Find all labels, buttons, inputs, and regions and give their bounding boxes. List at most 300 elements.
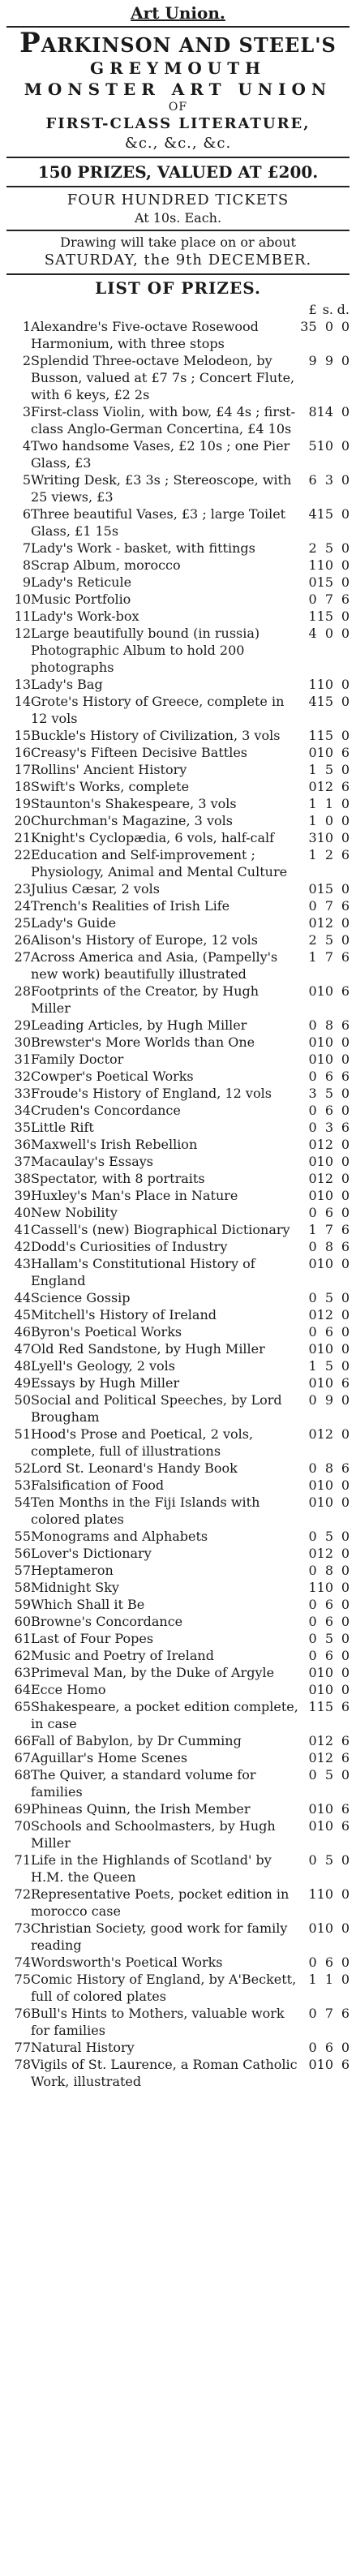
prize-value-pence: 0 <box>341 1086 350 1101</box>
ticket-price: At 10s. Each. <box>134 210 222 226</box>
prize-value-shillings: 10 <box>316 1494 333 1510</box>
prize-number: 5 <box>22 472 31 488</box>
prize-value-pounds: 1 <box>308 677 317 692</box>
prize-number: 40 <box>14 1205 31 1220</box>
prize-value-pounds: 0 <box>308 1154 317 1169</box>
prize-value-pence: 0 <box>341 540 350 556</box>
prize-value-shillings: 5 <box>324 932 333 948</box>
prize-value-shillings: 5 <box>324 1529 333 1544</box>
prize-value-shillings: 10 <box>316 1154 333 1169</box>
prize-value-pounds: 0 <box>308 881 317 897</box>
prize-value-pounds: 1 <box>308 847 317 862</box>
prize-value-shillings: 10 <box>316 557 333 573</box>
prize-row <box>6 1068 350 1085</box>
prize-number: 66 <box>14 1733 31 1748</box>
prize-description: Monograms and Alphabets <box>31 1529 208 1544</box>
prize-value-pence: 6 <box>341 983 350 999</box>
prize-description: Aguillar's Home Scenes <box>31 1750 188 1765</box>
prize-value-pounds: 0 <box>308 1341 317 1357</box>
prize-value-pence: 6 <box>341 1801 350 1817</box>
prize-description: Maxwell's Irish Rebellion <box>31 1137 198 1152</box>
prize-description: Lady's Work-box <box>31 609 139 624</box>
prize-value-pence: 6 <box>341 1069 350 1084</box>
prize-value-pence: 0 <box>341 813 350 828</box>
prize-number: 60 <box>14 1614 31 1629</box>
prize-number: 76 <box>14 2006 31 2021</box>
prize-value-shillings: 12 <box>316 1733 333 1748</box>
prize-row <box>6 1017 350 1034</box>
prize-value-pence: 0 <box>341 1767 350 1783</box>
prize-value-pounds: 0 <box>308 591 317 607</box>
prize-description: Old Red Sandstone, by Hugh Miller <box>31 1341 265 1357</box>
prize-number: 31 <box>14 1051 31 1067</box>
prize-value-pounds: 0 <box>308 1801 317 1817</box>
prize-number: 39 <box>14 1188 31 1203</box>
prize-value-pounds: 1 <box>308 813 317 828</box>
prize-number: 73 <box>14 1920 31 1936</box>
prize-description: Fall of Babylon, by Dr Cumming <box>31 1733 242 1748</box>
prize-row <box>6 1306 350 1323</box>
prize-value-pence: 0 <box>341 1307 350 1322</box>
prize-row <box>6 1460 350 1477</box>
prize-number: 20 <box>14 813 31 828</box>
prize-value-pounds: 0 <box>308 779 317 794</box>
money-head-pounds: £ <box>308 302 317 317</box>
prize-value-pounds: 0 <box>308 745 317 760</box>
prize-row <box>6 1698 350 1732</box>
prize-row <box>6 1034 350 1051</box>
prize-description: Life in the Highlands of Scotland' by H.M. the Queen <box>31 1852 272 1885</box>
title-town: GREYMOUTH <box>89 58 266 78</box>
prize-description: Ecce Homo <box>31 1682 106 1697</box>
prize-value-shillings: 8 <box>324 1017 333 1033</box>
prize-value-pounds: 0 <box>308 1546 317 1561</box>
prize-value-shillings: 6 <box>324 1324 333 1340</box>
prize-value-pounds: 1 <box>308 762 317 777</box>
prize-description: Alexandre's Five-octave Rosewood Harmonium, with three stops <box>31 319 259 351</box>
prize-row <box>6 1221 350 1238</box>
prize-description: Lyell's Geology, 2 vols <box>31 1358 176 1374</box>
prize-value-pounds: 0 <box>308 1563 317 1578</box>
prize-value-pence: 0 <box>341 1358 350 1374</box>
prize-value-pounds: 0 <box>308 983 317 999</box>
prize-number: 28 <box>14 983 31 999</box>
prize-row <box>6 1851 350 1886</box>
prize-value-shillings: 12 <box>316 1750 333 1765</box>
prize-number: 59 <box>14 1597 31 1612</box>
prize-description: Ten Months in the Fiji Islands with colored plates <box>31 1494 260 1527</box>
prize-value-pence: 6 <box>341 591 350 607</box>
prize-row <box>6 1102 350 1119</box>
prize-value-pence: 0 <box>341 728 350 743</box>
prize-value-shillings: 10 <box>316 438 333 454</box>
prize-value-shillings: 0 <box>324 319 333 334</box>
prize-value-shillings: 10 <box>316 1920 333 1936</box>
prize-row <box>6 1323 350 1340</box>
prize-number: 62 <box>14 1648 31 1663</box>
prize-value-pounds: 4 <box>308 626 317 641</box>
prize-number: 67 <box>14 1750 31 1765</box>
prize-value-pence: 0 <box>341 1103 350 1118</box>
divider <box>6 157 350 158</box>
title-initial: P <box>19 27 41 59</box>
prize-value-pounds: 0 <box>308 1529 317 1544</box>
prize-value-pounds: 4 <box>308 506 317 522</box>
prize-description: Writing Desk, £3 3s ; Stereoscope, with 25 views, £3 <box>31 472 292 505</box>
prize-value-pounds: 0 <box>308 1614 317 1629</box>
prize-value-shillings: 7 <box>324 949 333 965</box>
prize-number: 64 <box>14 1682 31 1697</box>
prize-value-shillings: 5 <box>324 762 333 777</box>
prize-value-pounds: 0 <box>308 1477 317 1493</box>
title-event: MONSTER ART UNION <box>24 80 332 99</box>
prize-value-shillings: 12 <box>316 1171 333 1186</box>
prize-number: 70 <box>14 1818 31 1834</box>
prize-row <box>6 1545 350 1562</box>
prize-value-pounds: 0 <box>308 1648 317 1663</box>
prize-row <box>6 727 350 744</box>
prize-row <box>6 1954 350 1971</box>
prize-description: Brewster's More Worlds than One <box>31 1034 255 1050</box>
prize-number: 42 <box>14 1239 31 1254</box>
prize-value-shillings: 3 <box>324 1120 333 1135</box>
prize-number: 57 <box>14 1563 31 1578</box>
prize-value-shillings: 6 <box>324 2040 333 2055</box>
prize-description: Schools and Schoolmasters, by Hugh Miller <box>31 1818 276 1851</box>
prize-description: Froude's History of England, 12 vols <box>31 1086 272 1101</box>
prize-row <box>6 1664 350 1681</box>
prize-number: 37 <box>14 1154 31 1169</box>
prize-value-pounds: 0 <box>308 1103 317 1118</box>
prize-row <box>6 1426 350 1460</box>
prize-value-shillings: 15 <box>316 1699 333 1714</box>
prize-value-shillings: 15 <box>316 881 333 897</box>
prize-row <box>6 1494 350 1528</box>
prize-value-pence: 0 <box>341 574 350 590</box>
prize-number: 38 <box>14 1171 31 1186</box>
prize-number: 41 <box>14 1222 31 1237</box>
prize-value-pence: 6 <box>341 1818 350 1834</box>
prize-row <box>6 1477 350 1494</box>
prize-value-pence: 0 <box>341 1580 350 1595</box>
prize-value-pounds: 0 <box>308 1256 317 1271</box>
prize-number: 3 <box>22 404 31 419</box>
prize-number: 77 <box>14 2040 31 2055</box>
prize-value-shillings: 5 <box>324 1358 333 1374</box>
prize-row <box>6 1391 350 1426</box>
prize-value-shillings: 10 <box>316 677 333 692</box>
prize-number: 71 <box>14 1852 31 1868</box>
prize-number: 75 <box>14 1972 31 1987</box>
prize-value-shillings: 10 <box>316 1580 333 1595</box>
prize-value-shillings: 5 <box>324 1290 333 1305</box>
prize-value-pence: 0 <box>341 1614 350 1629</box>
prize-value-pounds: 1 <box>308 1699 317 1714</box>
prize-value-pence: 0 <box>341 1648 350 1663</box>
prize-value-pounds: 5 <box>308 438 317 454</box>
prize-value-shillings: 12 <box>316 1426 333 1442</box>
prize-value-pence: 0 <box>341 1290 350 1305</box>
prize-value-shillings: 8 <box>324 1563 333 1578</box>
prize-value-pounds: 0 <box>308 1767 317 1783</box>
prize-description: Macaulay's Essays <box>31 1154 154 1169</box>
prize-description: Staunton's Shakespeare, 3 vols <box>31 796 237 811</box>
prize-value-shillings: 6 <box>324 1597 333 1612</box>
prize-value-shillings: 12 <box>316 915 333 931</box>
prize-number: 4 <box>22 438 31 454</box>
prize-value-pounds: 2 <box>308 540 317 556</box>
prize-description: Cassell's (new) Biographical Dictionary <box>31 1222 290 1237</box>
tickets-count: FOUR HUNDRED TICKETS <box>66 191 290 209</box>
prize-row <box>6 812 350 829</box>
prize-value-pounds: 0 <box>308 1290 317 1305</box>
prizes-list <box>6 318 350 2090</box>
prize-value-pence: 0 <box>341 1563 350 1578</box>
prize-value-pence: 0 <box>341 404 350 419</box>
prize-description: Two handsome Vases, £2 10s ; one Pier Glass, £3 <box>31 438 290 471</box>
prize-number: 13 <box>14 677 31 692</box>
prize-value-shillings: 7 <box>324 1222 333 1237</box>
prize-value-pence: 6 <box>341 898 350 914</box>
prize-value-pounds: 0 <box>308 1137 317 1152</box>
prize-number: 50 <box>14 1392 31 1408</box>
prize-description: Little Rift <box>31 1120 94 1135</box>
money-head-shillings: s. <box>322 302 333 317</box>
prize-value-pounds: 9 <box>308 353 317 368</box>
prize-description: Christian Society, good work for family reading <box>31 1920 288 1953</box>
prize-number: 11 <box>14 609 31 624</box>
prize-value-pounds: 0 <box>308 1051 317 1067</box>
prize-value-pence: 0 <box>341 762 350 777</box>
prize-row <box>6 557 350 574</box>
prize-number: 25 <box>14 915 31 931</box>
prize-value-pence: 0 <box>341 1546 350 1561</box>
prize-value-shillings: 12 <box>316 1137 333 1152</box>
prize-number: 9 <box>22 574 31 590</box>
prize-value-pounds: 0 <box>308 1597 317 1612</box>
prize-description: Lady's Work - basket, with fittings <box>31 540 255 556</box>
prize-description: Churchman's Magazine, 3 vols <box>31 813 233 828</box>
prize-row <box>6 1136 350 1153</box>
prize-description: Lady's Reticule <box>31 574 132 590</box>
prize-row <box>6 318 350 352</box>
prize-value-shillings: 10 <box>316 1375 333 1391</box>
prize-number: 58 <box>14 1580 31 1595</box>
prize-value-pence: 0 <box>341 1154 350 1169</box>
prize-number: 32 <box>14 1069 31 1084</box>
prize-value-pounds: 0 <box>308 1188 317 1203</box>
prize-row <box>6 591 350 608</box>
prize-description: Representative Poets, pocket edition in morocco case <box>31 1886 290 1919</box>
prize-description: Huxley's Man's Place in Nature <box>31 1188 238 1203</box>
prize-row <box>6 676 350 693</box>
prize-number: 49 <box>14 1375 31 1391</box>
prize-row <box>6 1085 350 1102</box>
prize-value-pounds: 0 <box>308 1239 317 1254</box>
prize-value-shillings: 0 <box>324 626 333 641</box>
prize-row <box>6 1681 350 1698</box>
prize-value-shillings: 12 <box>316 1307 333 1322</box>
prize-value-shillings: 10 <box>316 1801 333 1817</box>
prize-description: Splendid Three-octave Melodeon, by Busson, valued at £7 7s ; Concert Flute, with 6 keys, £2 2s <box>31 353 295 402</box>
prize-value-pounds: 1 <box>308 949 317 965</box>
prize-value-pence: 6 <box>341 847 350 862</box>
prize-description: Vigils of St. Laurence, a Roman Catholic Work, illustrated <box>31 2057 298 2089</box>
prize-row <box>6 1596 350 1613</box>
prize-value-shillings: 15 <box>316 574 333 590</box>
prize-value-shillings: 10 <box>316 1188 333 1203</box>
prize-value-pence: 0 <box>341 1529 350 1544</box>
prize-description: Grote's History of Greece, complete in 12 vols <box>31 694 285 726</box>
prize-row <box>6 1749 350 1766</box>
prize-row <box>6 505 350 540</box>
prize-value-shillings: 7 <box>324 2006 333 2021</box>
prize-description: Knight's Cyclopædia, 6 vols, half-calf <box>31 830 275 845</box>
prize-row <box>6 1800 350 1817</box>
money-head-pence: d. <box>337 302 350 317</box>
prize-row <box>6 1204 350 1221</box>
prize-row <box>6 948 350 983</box>
prize-row <box>6 1187 350 1204</box>
prize-value-pence: 0 <box>341 1665 350 1680</box>
title-of: OF <box>168 101 188 114</box>
prize-description: Lord St. Leonard's Handy Book <box>31 1460 238 1476</box>
prize-number: 2 <box>22 353 31 368</box>
prize-value-pence: 0 <box>341 915 350 931</box>
prize-value-pence: 0 <box>341 1256 350 1271</box>
prize-number: 12 <box>14 626 31 641</box>
prize-number: 27 <box>14 949 31 965</box>
prize-value-pounds: 6 <box>308 472 317 488</box>
prize-number: 55 <box>14 1529 31 1544</box>
prize-value-pounds: 0 <box>308 1733 317 1748</box>
prize-number: 26 <box>14 932 31 948</box>
prize-value-pounds: 0 <box>308 1955 317 1970</box>
prize-value-shillings: 6 <box>324 1614 333 1629</box>
prize-description: Three beautiful Vases, £3 ; large Toilet Glass, £1 15s <box>31 506 286 539</box>
prize-value-shillings: 7 <box>324 898 333 914</box>
prize-value-pounds: 1 <box>308 1972 317 1987</box>
prize-value-pounds: 0 <box>308 915 317 931</box>
prize-value-pence: 0 <box>341 1137 350 1152</box>
prize-row <box>6 1153 350 1170</box>
prize-value-pounds: 4 <box>308 694 317 709</box>
prize-value-pence: 0 <box>341 2040 350 2055</box>
prize-value-pence: 6 <box>341 779 350 794</box>
prize-description: Last of Four Popes <box>31 1631 154 1646</box>
prize-number: 16 <box>14 745 31 760</box>
prize-row <box>6 1238 350 1255</box>
prize-row <box>6 1579 350 1596</box>
prize-description: First-class Violin, with bow, £4 4s ; first-class Anglo-German Concertina, £4 10s <box>31 404 296 437</box>
prize-row <box>6 1255 350 1289</box>
prize-value-shillings: 0 <box>324 813 333 828</box>
prize-row <box>6 1357 350 1374</box>
prize-value-pence: 0 <box>341 881 350 897</box>
prize-value-pounds: 0 <box>308 1324 317 1340</box>
prize-value-shillings: 10 <box>316 1665 333 1680</box>
divider <box>6 273 350 275</box>
prize-value-pence: 0 <box>341 319 350 334</box>
prize-description: Natural History <box>31 2040 135 2055</box>
prize-value-shillings: 3 <box>324 472 333 488</box>
prize-value-shillings: 15 <box>316 506 333 522</box>
prize-description: Falsification of Food <box>31 1477 165 1493</box>
prize-description: Scrap Album, morocco <box>31 557 181 573</box>
prize-value-pence: 0 <box>341 694 350 709</box>
prize-value-pence: 0 <box>341 353 350 368</box>
prize-description: Bull's Hints to Mothers, valuable work for families <box>31 2006 285 2038</box>
prize-description: Music and Poetry of Ireland <box>31 1648 214 1663</box>
prize-row <box>6 1051 350 1068</box>
prize-description: Music Portfolio <box>31 591 131 607</box>
prize-value-pence: 0 <box>341 677 350 692</box>
prize-value-pence: 0 <box>341 1051 350 1067</box>
prize-number: 53 <box>14 1477 31 1493</box>
prize-value-pence: 6 <box>341 1733 350 1748</box>
prize-row <box>6 1766 350 1800</box>
prize-row <box>6 2056 350 2090</box>
prize-value-shillings: 10 <box>316 1818 333 1834</box>
prize-number: 21 <box>14 830 31 845</box>
prize-description: Large beautifully bound (in russia) Photographic Album to hold 200 photographs <box>31 626 260 675</box>
prize-value-shillings: 2 <box>324 847 333 862</box>
prizes-table-header <box>6 301 350 318</box>
prize-description: Heptameron <box>31 1563 114 1578</box>
prize-value-shillings: 12 <box>316 1546 333 1561</box>
prize-value-pence: 0 <box>341 506 350 522</box>
prize-value-pounds: 0 <box>308 1631 317 1646</box>
prize-value-shillings: 7 <box>324 591 333 607</box>
prize-value-pence: 6 <box>341 1239 350 1254</box>
prize-number: 10 <box>14 591 31 607</box>
prize-row <box>6 471 350 505</box>
prize-value-pence: 0 <box>341 472 350 488</box>
prize-row <box>6 1647 350 1664</box>
prize-value-pence: 6 <box>341 949 350 965</box>
prize-value-pounds: 0 <box>308 1852 317 1868</box>
prize-value-pounds: 0 <box>308 1034 317 1050</box>
prize-row <box>6 1289 350 1306</box>
prize-value-pounds: 0 <box>308 1426 317 1442</box>
prize-description: Lover's Dictionary <box>31 1546 152 1561</box>
prize-row <box>6 1971 350 2005</box>
prize-value-pounds: 1 <box>308 1358 317 1374</box>
heading: Art Union. <box>131 3 225 23</box>
prize-number: 48 <box>14 1358 31 1374</box>
prize-number: 15 <box>14 728 31 743</box>
prize-description: Hood's Prose and Poetical, 2 vols, complete, full of illustrations <box>31 1426 254 1459</box>
prize-row <box>6 1528 350 1545</box>
prize-value-shillings: 15 <box>316 694 333 709</box>
prize-number: 30 <box>14 1034 31 1050</box>
prize-value-pounds: 0 <box>308 1392 317 1408</box>
prize-value-pounds: 0 <box>308 1307 317 1322</box>
prize-number: 19 <box>14 796 31 811</box>
prize-number: 18 <box>14 779 31 794</box>
prize-description: Rollins' Ancient History <box>31 762 187 777</box>
prize-description: Across America and Asia, (Pampelly's new work) beautifully illustrated <box>31 949 278 982</box>
prize-description: Browne's Concordance <box>31 1614 183 1629</box>
prize-description: Midnight Sky <box>31 1580 119 1595</box>
prize-value-shillings: 5 <box>324 540 333 556</box>
prize-value-pence: 0 <box>341 1188 350 1203</box>
prize-description: Cruden's Concordance <box>31 1103 181 1118</box>
prize-value-pounds: 3 <box>308 830 317 845</box>
divider <box>6 26 350 28</box>
prize-value-pounds: 0 <box>308 1375 317 1391</box>
prize-description: Family Doctor <box>31 1051 124 1067</box>
